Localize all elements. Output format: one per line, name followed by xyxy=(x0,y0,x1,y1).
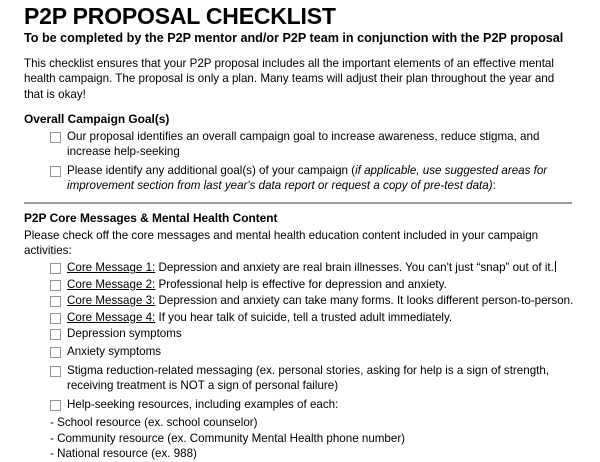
list-item[interactable] xyxy=(24,163,574,194)
resource-sub-list xyxy=(24,415,574,462)
list-item-label: Depression symptoms xyxy=(67,326,182,340)
checkbox[interactable] xyxy=(50,166,61,177)
checkbox[interactable] xyxy=(50,296,61,307)
list-item-label xyxy=(67,310,452,325)
list-item: - National resource (ex. 988) xyxy=(50,447,197,461)
list-item-label xyxy=(67,293,573,308)
list-item-label: Stigma reduction-related messaging (ex. personal stories, asking for help is a sign of strength, receiving treatment is NOT a sign of personal failure) xyxy=(67,363,550,393)
intro-paragraph: This checklist ensures that your P2P proposal includes all the important elements of an effective mental health campaign. The proposal is only a plan. Many teams will adjust their plan throughout the year and that is okay! xyxy=(24,56,555,101)
section-heading-core-messages: P2P Core Messages & Mental Health Content xyxy=(24,211,278,226)
list-item[interactable] xyxy=(24,363,574,394)
list-item-help-seeking-resources[interactable] xyxy=(24,397,574,412)
checkbox[interactable] xyxy=(50,329,61,340)
list-item[interactable] xyxy=(24,260,574,275)
list-item[interactable] xyxy=(24,293,574,308)
checkbox[interactable] xyxy=(50,263,61,274)
page-title: P2P PROPOSAL CHECKLIST xyxy=(24,3,336,29)
checkbox[interactable] xyxy=(50,400,61,411)
checkbox[interactable] xyxy=(50,347,61,358)
list-item: - School resource (ex. school counselor) xyxy=(50,415,258,429)
core-messages-checklist xyxy=(24,260,574,412)
list-item-label: Our proposal identifies an overall campaign goal to increase awareness, reduce stigma, and increase help-seeking xyxy=(67,129,540,159)
core-message-text: Depression and anxiety can take many forms. It looks different person-to-person. xyxy=(155,294,574,308)
list-item-label xyxy=(67,163,574,194)
core-message-text: Depression and anxiety are real brain illnesses. You can't just “snap” out of it. xyxy=(155,261,554,275)
list-item-label: Anxiety symptoms xyxy=(67,345,162,359)
checkbox[interactable] xyxy=(50,313,61,324)
text-caret xyxy=(555,261,556,272)
goal-tail-text: : xyxy=(492,178,496,192)
list-item: - Community resource (ex. Community Mental Health phone number) xyxy=(50,431,406,445)
checkbox[interactable] xyxy=(50,280,61,291)
core-message-label: Core Message 1: xyxy=(67,261,156,275)
goal-lead-text: Please identify any additional goal(s) of your campaign ( xyxy=(67,163,356,177)
core-message-text: If you hear talk of suicide, tell a trusted adult immediately. xyxy=(155,310,453,324)
list-item[interactable] xyxy=(24,344,574,359)
checkbox[interactable] xyxy=(50,366,61,377)
goals-checklist xyxy=(24,129,574,194)
section-instruction: Please check off the core messages and mental health education content included in your campaign activities: xyxy=(24,229,539,258)
list-item[interactable] xyxy=(24,129,574,160)
page-subtitle: To be completed by the P2P mentor and/or P2P team in conjunction with the P2P proposal xyxy=(24,30,564,45)
list-item[interactable] xyxy=(24,326,574,341)
section-divider xyxy=(24,202,572,204)
list-item[interactable] xyxy=(24,310,574,325)
core-message-label: Core Message 4: xyxy=(67,310,156,324)
checkbox[interactable] xyxy=(50,132,61,143)
goal-italic-text: if applicable, use suggested areas for improvement section from last year's data report or request a copy of pre-test data) xyxy=(67,163,548,192)
list-item-label: Help-seeking resources, including examples of each: xyxy=(67,397,339,411)
section-heading-goals: Overall Campaign Goal(s) xyxy=(24,111,170,126)
core-message-label: Core Message 2: xyxy=(67,277,156,291)
list-item-label xyxy=(67,277,447,292)
list-item-label xyxy=(67,260,556,275)
core-message-text: Professional help is effective for depression and anxiety. xyxy=(155,277,447,291)
list-item[interactable] xyxy=(24,277,574,292)
core-message-label: Core Message 3: xyxy=(67,294,156,308)
